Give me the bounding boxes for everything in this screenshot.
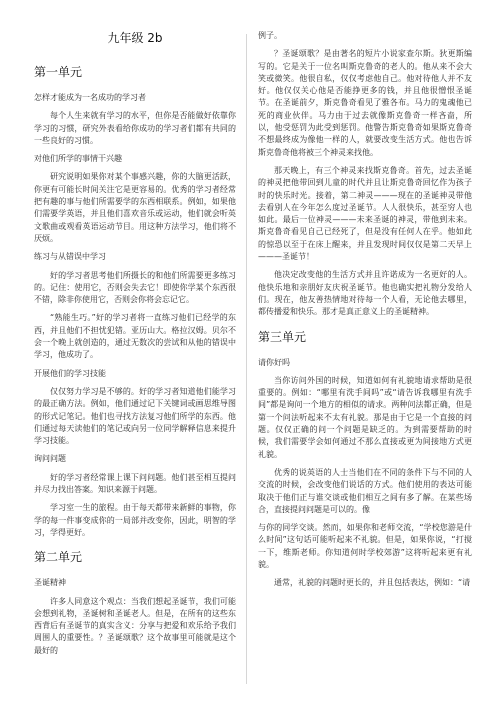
left-column	[34, 30, 236, 663]
section-skills-paragraph: 仅仅努力学习是不够的。好的学习者知道他们能学习的最正确方法。例如，他们通过记下关键词或画思维导图的形式记笔记。他们也寻找方法复习他们所学的东西。他们通过每天读他们的笔记或向另一位同学解释信息来提升学习技能。	[34, 386, 236, 446]
document-title: 九年级 2b	[107, 31, 163, 45]
section-practice-paragraph-1: 好的学习者思考他们所摄长的和他们所需要更多练习的。记住：使用它，否则会失去它！即使你学某个东西很不错，除非你使用它，否则会你将会忘记它。	[34, 270, 236, 305]
section-skills-heading: 开展他们的学习技能	[34, 368, 106, 378]
unit-2-heading: 第二单元	[34, 550, 83, 565]
unit-1-heading: 第一单元	[34, 65, 83, 79]
section-interest-heading: 对他们所学的事情干兴趣	[34, 154, 122, 164]
unit-3-subtitle: 请你好吗	[258, 357, 290, 367]
column-divider	[246, 34, 247, 684]
section-interest-paragraph: 研究说明如果你对某个事感兴趣，你的大脑更活跃，你更有可能长时间关注它是更容易的。优秀的学习者经常把有趣的事与他们所需要学的东西相联系。例如，如果他们需要学英语，并且他们喜欢音乐或运动，他们就会听英文歌曲或观看英语运动节目。用这种方法学习，他们将不厌烦。	[34, 172, 236, 243]
politeness-paragraph-2: 优秀的说英语的人士当他们在不同的条件下与不同的人交流的时候，会改变他们说话的方式。他们使用的表达可能取决于他们正与谁交谈或他们相互之间有多了解。在某些场合，直接提问问题是可以的。像	[258, 467, 472, 514]
christmas-carol-paragraph-2: 那天晚上，有三个神灵来找斯克鲁奇。首先，过去圣诞的神灵把他带回到儿童的时代并且让斯克鲁奇回忆作为孩子时的快乐时光。接着，第二神灵———现在的圣诞神灵带他去看别人在今年怎么度过圣诞节。人人很快乐，甚至穷人也如此。最后一位神灵———未来圣诞的神灵，带他到未来。斯克鲁奇看见自己已经死了，但是没有任何人在乎。他如此的惊恐以至于在床上醒来，并且发现时间仅仅是第二天早上———圣诞节！	[258, 165, 472, 262]
politeness-paragraph-4: 通常，礼貌的问题时更长的，并且包括表达，例如：“请	[274, 578, 471, 588]
politeness-paragraph-1: 当你访问外国的时候，知道如何有礼貌地请求帮助是很重要的。例如：“哪里有洗手间吗”或“请告诉我哪里有洗手间”都是询问一个地方的相似的请求。两种问法都正确，但是第一个问法听起来不太有礼貌。那是由于它是一个直接的问题。仅仅正确的问一个问题是缺乏的。为到需要帮助的时候，我们需要学会如何通过不那么直接或更为间接地方式更礼貌。	[258, 375, 472, 459]
politeness-paragraph-3: 与你的同学交谈。然而，如果你和老师交流，“学校您游是什么时间”这句话可能听起来不礼貌。但是，如果你说，“打搅一下，维斯老师。你知道何时学校郊游”这将听起来更有礼貌。	[258, 523, 472, 569]
unit-1-paragraph: 每个人生来就有学习的水平，但你是否能做好依靠你学习的习惯，研究外表看给你成功的学习者们都有共同的一些良好的习惯。	[34, 111, 236, 145]
section-practice-heading: 练习与从错误中学习	[34, 252, 106, 262]
section-questions-paragraph-2: 学习室一生的旅程。由于每天都带来新鲜的事物，你学的每一件事变成你的一局部并改变你，因此，明智的学习，学得更好。	[34, 503, 236, 537]
unit-2-paragraph: 许多人同意这个观点：当我们想起圣诞节，我们可能会想到礼物，圣诞树和圣诞老人。但是，在所有的这些东西背后有圣诞节的真实含义：分享与把爱和欢乐给予我们周围人的重要性。？圣诞颂歌？这个故事里可能就是这个最好的	[34, 596, 236, 655]
section-questions-heading: 询问问题	[34, 454, 66, 464]
unit-3-heading: 第三单元	[258, 329, 307, 344]
continued-text: 例子。	[258, 31, 282, 40]
unit-2-subtitle: 圣诞精神	[34, 578, 66, 588]
right-column	[258, 30, 472, 596]
unit-1-subtitle: 怎样才能成为一名成功的学习者	[34, 93, 146, 102]
christmas-carol-paragraph-3: 他决定改变他的生活方式并且许诺成为一名更好的人。他快乐地和亲朋好友庆祝圣诞节。他也确实把礼物分发给人们。现在，他友善热情地对待每一个人看，无论他去哪里，都传播爱和快乐。那才是真正意义上的圣诞精神。	[258, 270, 472, 317]
section-questions-paragraph-1: 好的学习者经常课上课下问问题。他们甚至相互提问并尽力找出答案。知识来源于问题。	[34, 472, 236, 495]
section-practice-paragraph-2: “熟能生巧。”好的学习者将一直练习他们已经学的东西，并且他们不担忧犯错。亚历山大。格拉汉姆。贝尔不会一个晚上就创造的，通过无数次的尝试和从他的错误中学习，他成功了。	[34, 313, 236, 360]
christmas-carol-paragraph-1: ？圣诞颂歌？是由著名的短片小说家查尔斯。狄更斯编写的。它是关于一位名叫斯克鲁奇的老人的。他从来不会大笑或微笑。他很自私，仅仅考虑他自己。他对待他人并不友好。他仅仅关心他是否能挣更多的钱，并且他很憎恨圣诞节。在圣诞前夕，斯克鲁奇看见了雅各布。马力的鬼魂他已死的商业伙伴。马力由于过去就像斯克鲁奇一样吝啬，所以，他受惩罚为此受到惩罚。他警告斯克鲁奇如果斯克鲁奇不想最终成为像他一样的人，就要改变生活方式。他也告诉斯克鲁奇他将被三个神灵来找他。	[258, 49, 472, 157]
